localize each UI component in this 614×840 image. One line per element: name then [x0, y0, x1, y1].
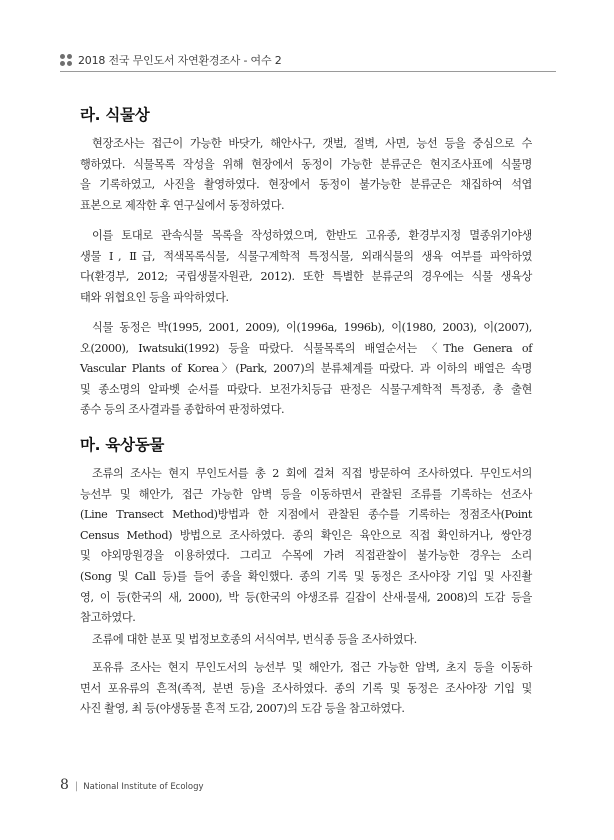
- header-dots-icon: [60, 54, 72, 66]
- fauna-paragraph-birds: [80, 464, 532, 629]
- text-line: 포유류 조사는 현지 무인도서의 능선부 및 해안가, 접근 가능한 암벽, 초지 등을 이동하: [92, 661, 532, 674]
- page-footer: [60, 777, 204, 793]
- text-line: Vascular Plants of Korea〉(Park, 2007)의 분류체계를 따랐다. 과 이하의 배열은 속명: [80, 362, 532, 376]
- running-title: 2018 전국 무인도서 자연환경조사 - 여수 2: [78, 54, 282, 67]
- text-line: 종수 등의 조사결과를 종합하여 판정하였다.: [80, 403, 285, 417]
- footer-separator: |: [74, 781, 79, 792]
- text-line: 다(환경부, 2012; 국립생물자원관, 2012). 또한 특별한 분류군의 경우에는 식물 생육상: [80, 270, 532, 284]
- text-line: 이를 토대로 관속식물 목록을 작성하였으며, 한반도 고유종, 환경부지정 멸종위기야생: [92, 229, 532, 242]
- text-line: 및 종소명의 알파벳 순서를 따랐다. 보전가치등급 판정은 식물구계학적 특정종, 총 출현: [80, 382, 532, 396]
- text-line: 능선부 및 해안가, 접근 가능한 암벽 등을 이동하면서 관찰된 조류를 기록하는 선조사: [80, 487, 532, 501]
- page-number: 8: [60, 777, 69, 793]
- text-line: 조류의 조사는 현지 무인도서를 총 2 회에 걸쳐 직접 방문하여 조사하였다. 무인도서의: [92, 467, 532, 480]
- flora-paragraph-2: [80, 226, 532, 308]
- text-line: 현장조사는 접근이 가능한 바닷가, 해안사구, 갯벌, 절벽, 사면, 능선 등을 중심으로 수: [92, 137, 532, 150]
- text-line: 영, 이 등(한국의 새, 2000), 박 등(한국의 야생조류 길잡이 산새·물새, 2008)의 도감 등을: [80, 590, 532, 604]
- text-line: 태와 위협요인 등을 파악하였다.: [80, 290, 229, 304]
- text-line: 생물 Ⅰ, Ⅱ급, 적색목록식물, 식물구계학적 특정식물, 외래식물의 생육 여부를 파악하였: [80, 249, 532, 263]
- text-line: 오(2000), Iwatsuki(1992) 등을 따랐다. 식물목록의 배열순서는 〈The Genera of: [80, 341, 532, 355]
- text-line: 식물 동정은 박(1995, 2001, 2009), 이(1996a, 1996b), 이(1980, 2003), 이(2007),: [92, 321, 532, 334]
- flora-paragraph-1: [80, 134, 532, 216]
- text-line: 및 야외망원경을 이용하였다. 그리고 수목에 가려 직접관찰이 불가능한 경우는 소리: [80, 549, 532, 563]
- header-divider: [60, 71, 556, 72]
- flora-paragraph-3: [80, 318, 532, 421]
- text-line: 행하였다. 식물목록 작성을 위해 현장에서 동정이 가능한 분류군은 현지조사표에 식물명: [80, 157, 532, 171]
- publisher-name: National Institute of Ecology: [83, 782, 204, 792]
- text-line: 면서 포유류의 흔적(족적, 분변 등)을 조사하였다. 종의 기록 및 동정은 조사야장 기입 및: [80, 681, 532, 695]
- section-title-flora: 라. 식물상: [80, 106, 150, 124]
- text-line: 사진 촬영, 최 등(야생동물 흔적 도감, 2007)의 도감 등을 참고하였다.: [80, 702, 405, 716]
- fauna-paragraph-protected: [80, 630, 532, 651]
- text-line: (Song 및 Call 등)를 들어 종을 확인했다. 종의 기록 및 동정은 조사야장 기입 및 사진촬: [80, 569, 532, 583]
- fauna-paragraph-mammals: [80, 658, 532, 720]
- text-line: 을 기록하였고, 사진을 촬영하였다. 현장에서 동정이 불가능한 분류군은 채집하여 석엽: [80, 178, 532, 192]
- text-line: 참고하였다.: [80, 611, 136, 625]
- text-line: 조류에 대한 분포 및 법정보호종의 서식여부, 번식종 등을 조사하였다.: [92, 633, 417, 646]
- text-line: (Line Transect Method)방법과 한 지점에서 관찰된 종수를 기록하는 정점조사(Point: [80, 508, 532, 522]
- text-line: 표본으로 제작한 후 연구실에서 동정하였다.: [80, 198, 285, 212]
- text-line: Census Method) 방법으로 조사하였다. 종의 확인은 육안으로 직접 확인하거나, 쌍안경: [80, 528, 532, 542]
- section-title-fauna: 마. 육상동물: [80, 436, 165, 454]
- running-header: [60, 52, 282, 68]
